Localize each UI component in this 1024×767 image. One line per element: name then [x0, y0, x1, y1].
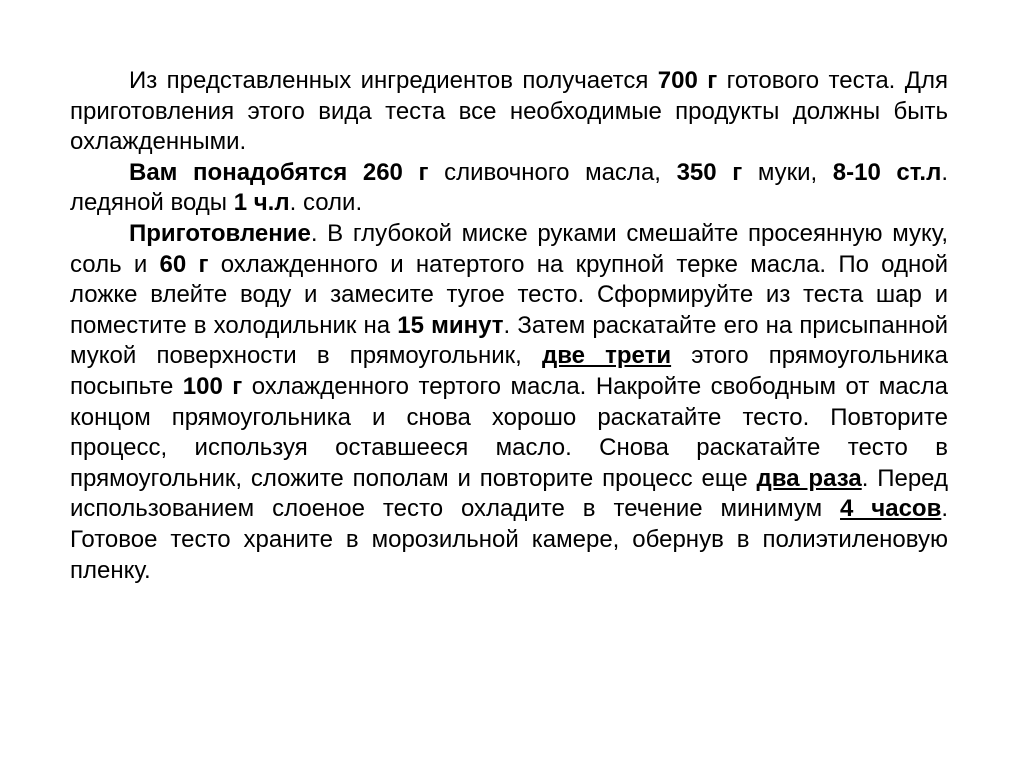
- chill-time: 15 минут: [397, 311, 504, 339]
- preparation-text: . Перед использованием слоеное тесто охладите в течение минимум: [70, 464, 949, 523]
- preparation-text: этого прямоугольника посыпьте: [70, 342, 949, 400]
- butter-first-amount: 60 г: [159, 250, 209, 278]
- ingredients-text: . ледяной воды: [70, 158, 948, 217]
- preparation-heading: Приготовление: [129, 219, 311, 247]
- butter-second-amount: 100 г: [182, 372, 243, 400]
- recipe-text-block: [70, 66, 948, 586]
- intro-text: Из представленных ингредиентов получается: [129, 67, 658, 94]
- final-chill-time-emphasis: 4 часов: [840, 495, 942, 523]
- preparation-text: охлажденного и натертого на крупной терке масла. По одной ложке влейте воду и замесите тугое тесто. Сформируйте из теста шар и поместите в холодильник на: [70, 250, 949, 339]
- ingredients-text: . соли.: [289, 189, 363, 217]
- butter-amount: Вам понадобятся 260 г: [129, 158, 429, 186]
- ingredients-text: муки,: [742, 158, 833, 186]
- preparation-text: охлажденного тертого масла. Накройте свободным от масла концом прямоугольника и снова хорошо раскатайте тесто. Повторите процесс, используя оставшееся масло. Снова раскатайте тесто в прямоугольник, сложите пополам и повторите процесс еще: [70, 372, 948, 492]
- ingredients-text: сливочного масла,: [428, 158, 677, 186]
- paragraph-intro: [70, 66, 948, 158]
- paragraph-preparation: [70, 219, 948, 586]
- preparation-text: . Готовое тесто храните в морозильной камере, обернув в полиэтиленовую пленку.: [70, 495, 948, 584]
- water-amount: 8-10 ст.л: [832, 158, 942, 186]
- two-thirds-emphasis: две трети: [541, 342, 672, 370]
- paragraph-ingredients: [70, 158, 948, 219]
- preparation-text: . В глубокой миске руками смешайте просеянную муку, соль и: [70, 219, 948, 278]
- preparation-text: . Затем раскатайте его на присыпанной мукой поверхности в прямоугольник,: [70, 311, 948, 370]
- intro-text: готового теста. Для приготовления этого вида теста все необходимые продукты должны быть охлажденными.: [70, 67, 949, 156]
- dough-yield: 700 г: [657, 67, 718, 94]
- salt-amount: 1 ч.л: [233, 189, 290, 217]
- flour-amount: 350 г: [676, 158, 743, 186]
- repeat-count-emphasis: два раза: [756, 464, 862, 492]
